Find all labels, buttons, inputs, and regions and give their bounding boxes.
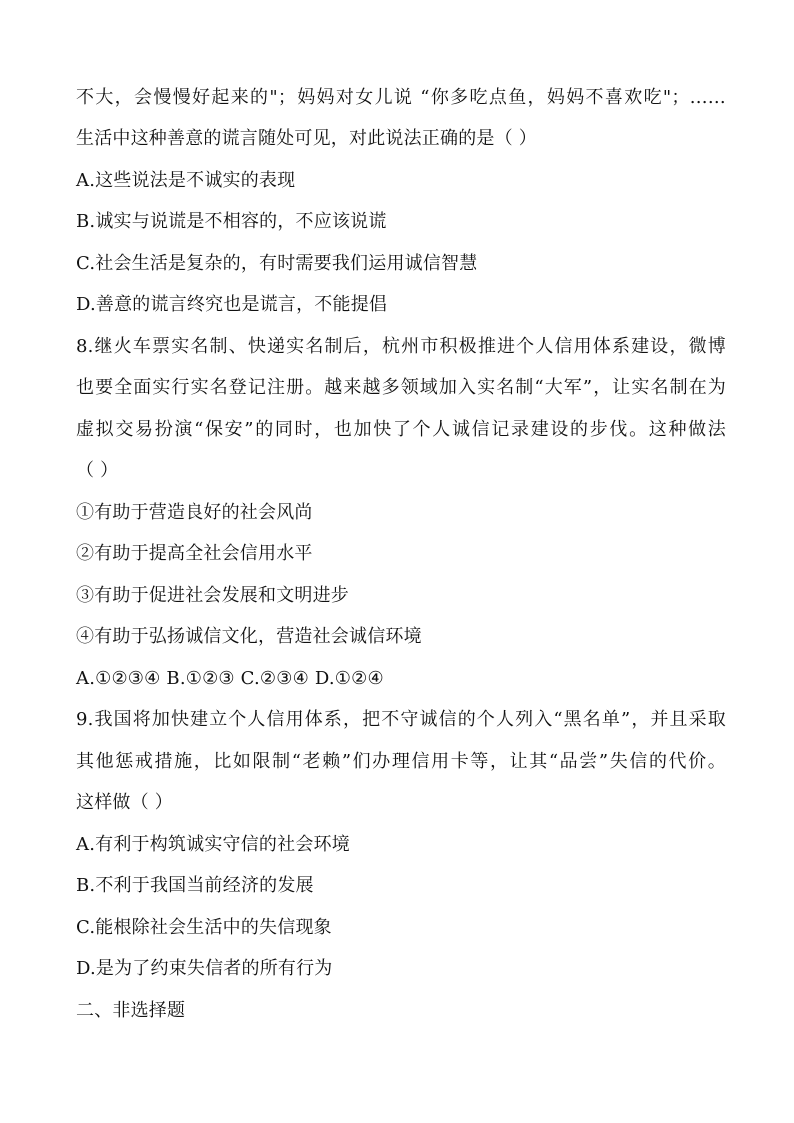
q9-stem-line-2: 其他惩戒措施，比如限制“老赖”们办理信用卡等，让其“品尝”失信的代价。 [76,751,726,772]
q8-statement-1: ①有助于营造良好的社会风尚 [76,502,313,523]
q8-statement-4: ④有助于弘扬诚信文化，营造社会诚信环境 [76,626,422,647]
q8-stem-line-3: 虚拟交易扮演“保安”的同时，也加快了个人诚信记录建设的步伐。这种做法 [76,419,726,440]
q8-answer-bracket: （ ） [76,460,119,481]
q9-stem-line-3: 这样做（ ） [76,792,173,813]
q8-options: A.①②③④ B.①②③ C.②③④ D.①②④ [76,668,384,689]
q9-option-c: C.能根除社会生活中的失信现象 [76,917,332,938]
q8-stem-line-1: 8.继火车票实名制、快递实名制后，杭州市积极推进个人信用体系建设，微博 [76,336,726,357]
q7-stem-line-2: 生活中这种善意的谎言随处可见，对此说法正确的是（ ） [76,128,537,149]
q7-option-c: C.社会生活是复杂的，有时需要我们运用诚信智慧 [76,253,478,274]
q7-option-a: A.这些说法是不诚实的表现 [76,170,296,191]
q8-stem-line-2: 也要全面实行实名登记注册。越来越多领域加入实名制“大军”，让实名制在为 [76,377,726,398]
q7-stem-line-1: 不大，会慢慢好起来的"；妈妈对女儿说 “你多吃点鱼，妈妈不喜欢吃"；…… [76,87,726,108]
q8-statement-3: ③有助于促进社会发展和文明进步 [76,585,349,606]
q8-statement-2: ②有助于提高全社会信用水平 [76,543,313,564]
q9-option-a: A.有利于构筑诚实守信的社会环境 [76,834,350,855]
q7-option-d: D.善意的谎言终究也是谎言，不能提倡 [76,294,388,315]
q9-option-b: B.不利于我国当前经济的发展 [76,875,314,896]
q9-option-d: D.是为了约束失信者的所有行为 [76,958,333,979]
q7-option-b: B.诚实与说谎是不相容的，不应该说谎 [76,211,387,232]
section-heading-non-choice: 二、非选择题 [76,1000,186,1021]
q9-stem-line-1: 9.我国将加快建立个人信用体系，把不守诚信的个人列入“黑名单”，并且采取 [76,709,726,730]
